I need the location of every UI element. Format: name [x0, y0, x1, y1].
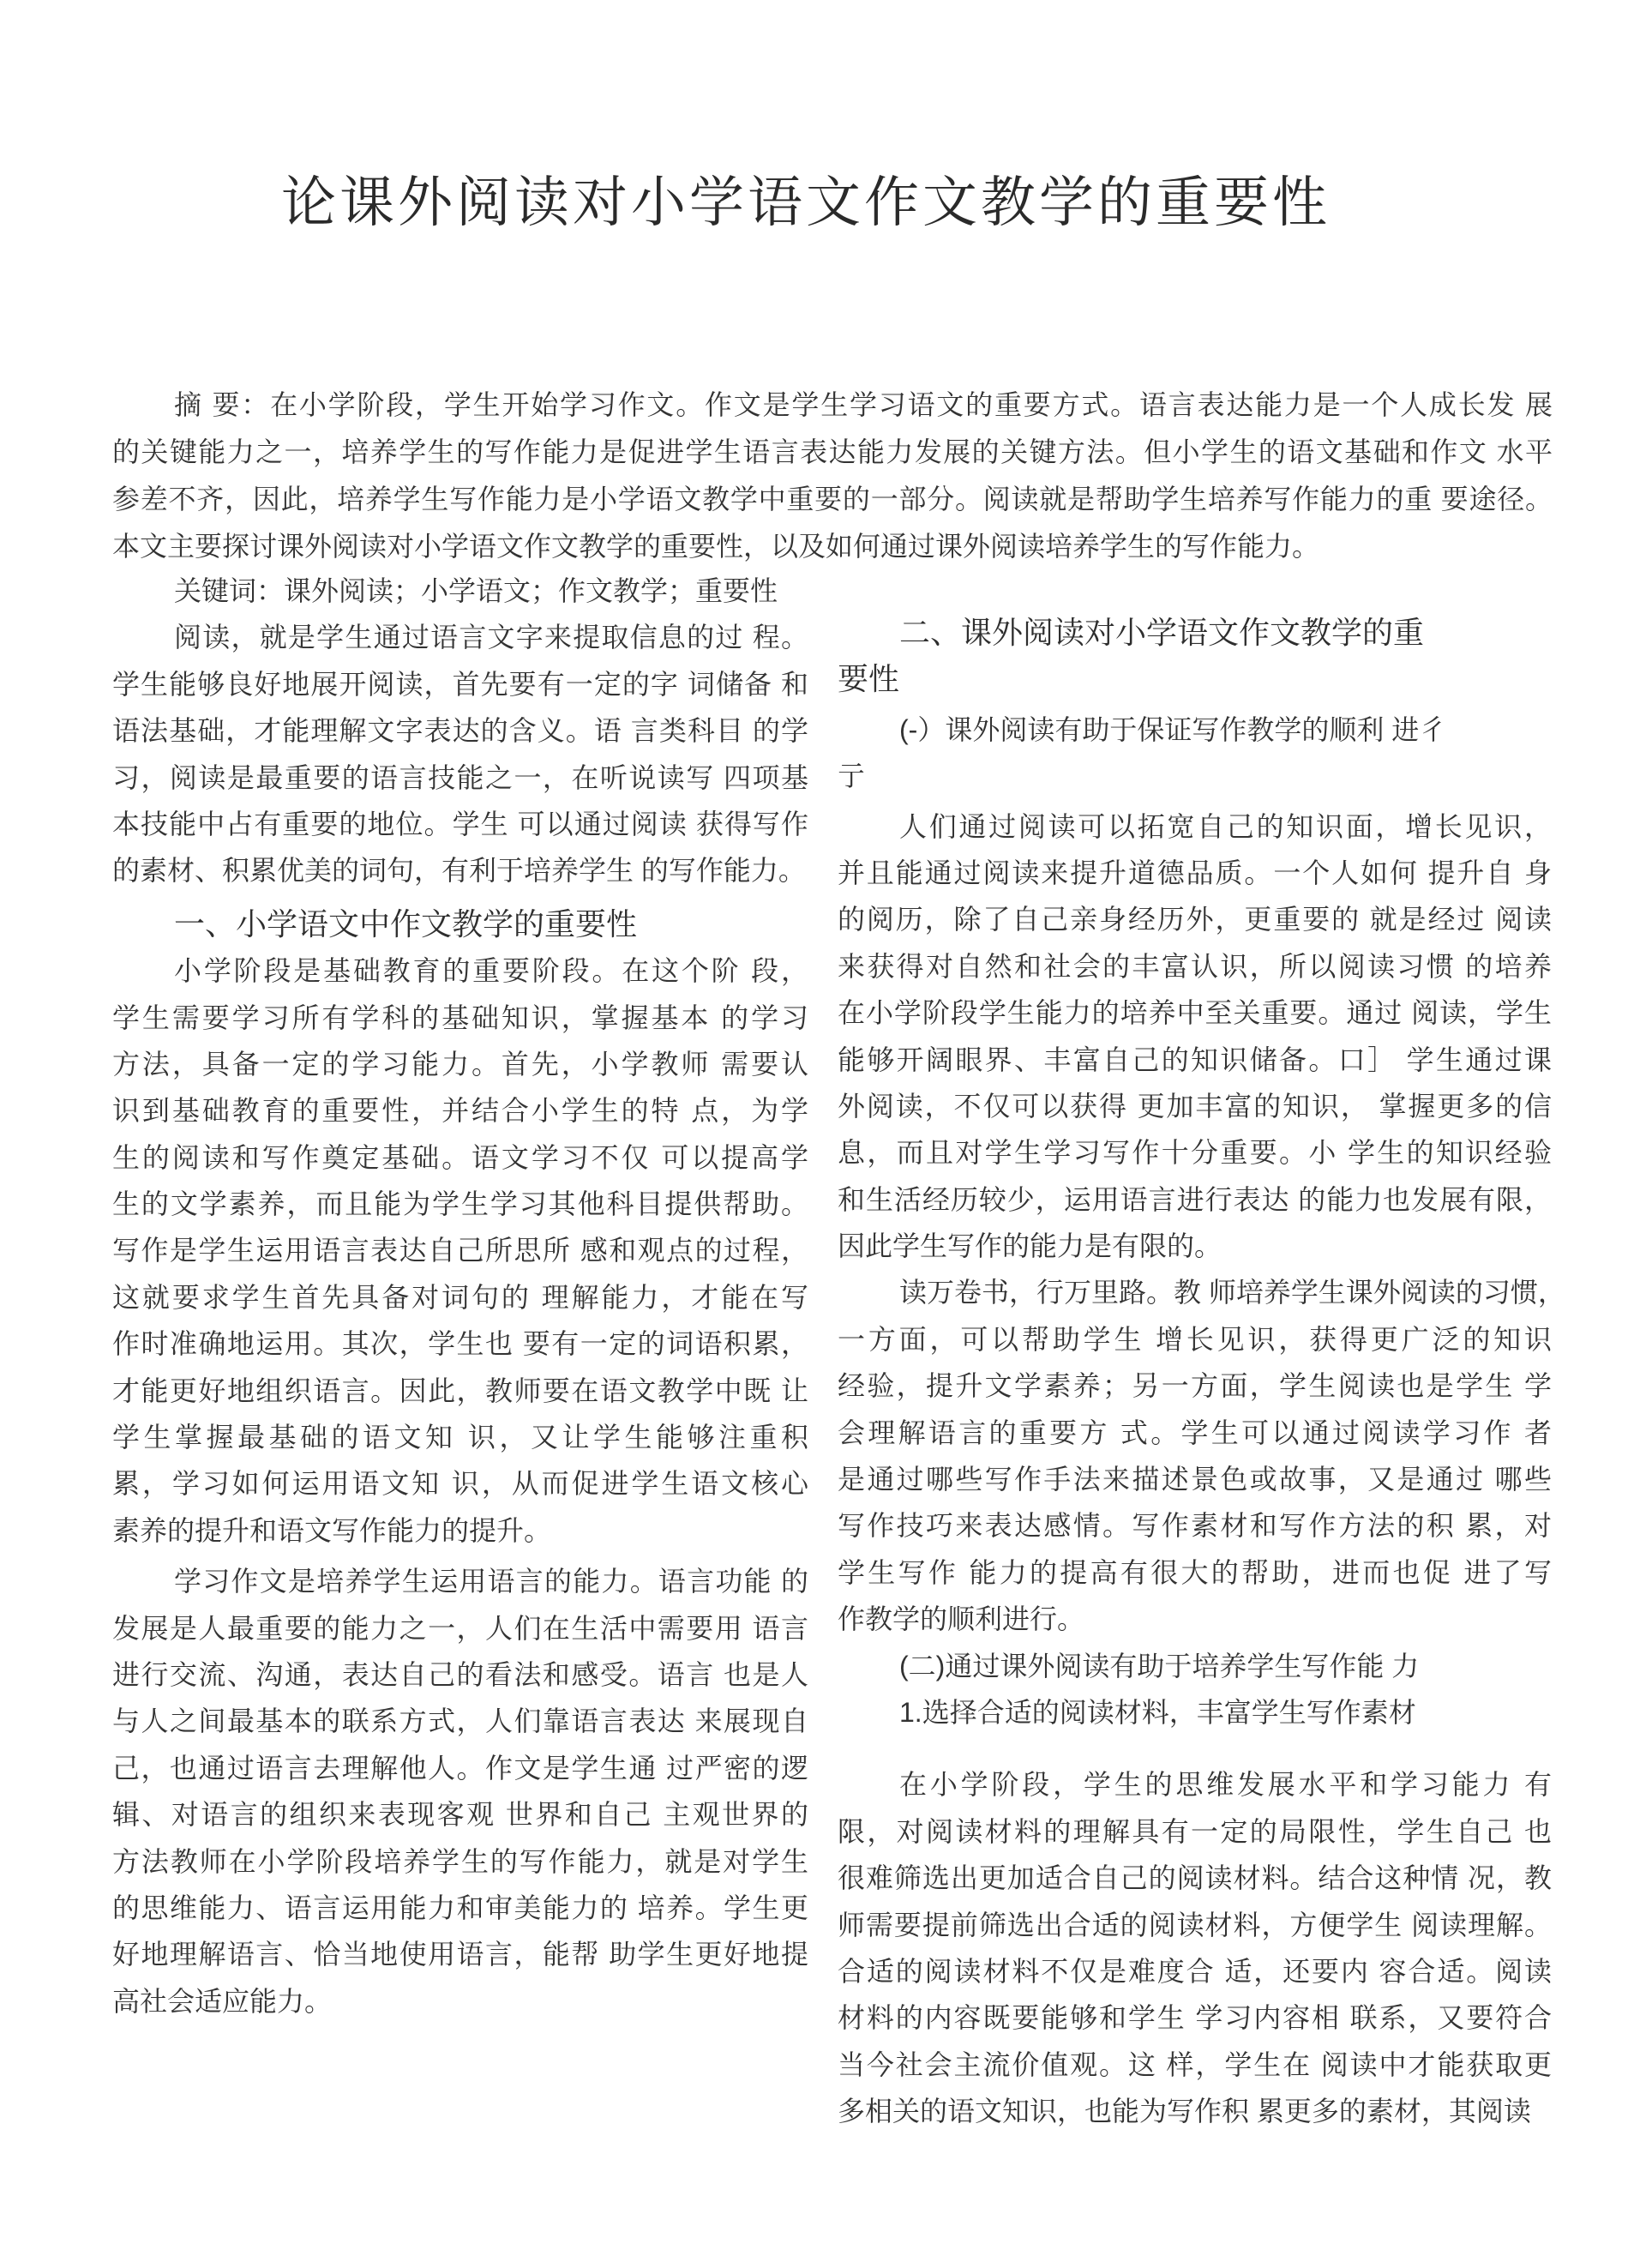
intro-paragraph — [112, 614, 808, 893]
text-line: 并且能通过阅读来提升道德品质。一个人如何 提升自 身 — [838, 857, 1552, 888]
abstract-line: 本文主要探讨课外阅读对小学语文作文教学的重要性，以及如何通过课外阅读培养学生的写作能力。 — [112, 531, 1320, 562]
text-line: 生的文学素养，而且能为学生学习其他科目提供帮助。 — [112, 1188, 808, 1220]
text-line: 多相关的语文知识，也能为写作积 累更多的素材，其阅读 — [838, 2096, 1531, 2127]
section-2-paragraph-2 — [838, 1269, 1565, 1642]
text-line: 学生掌握最基础的语文知 识，又让学生能够注重积 — [112, 1422, 808, 1453]
subheading-line: 亍 — [838, 761, 866, 792]
abstract-line: 的关键能力之一，培养学生的写作能力是促进学生语言表达能力发展的关键方法。但小学生的语文基础和作文 水平 — [112, 436, 1553, 467]
text-line: 会理解语言的重要方 式。学生可以通过阅读学习作 者 — [838, 1417, 1552, 1448]
text-line: 读万卷书，行万里路。教 师培养学生课外阅读的习惯， — [899, 1277, 1565, 1308]
subsection-heading-2-1 — [838, 707, 1552, 800]
text-line: 素养的提升和语文写作能力的提升。 — [112, 1514, 552, 1546]
text-line: 己，也通过语言去理解他人。作文是学生通 过严密的逻 — [112, 1752, 808, 1784]
left-column — [112, 568, 808, 2024]
text-line: 限，对阅读材料的理解具有一定的局限性，学生自己 也 — [838, 1815, 1552, 1847]
text-line: 与人之间最基本的联系方式，人们靠语言表达 来展现自 — [112, 1706, 808, 1737]
subheading-line: (二)通过课外阅读有助于培养学生写作能 力 — [899, 1650, 1420, 1681]
document-title: 论课外阅读对小学语文作文教学的重要性 — [281, 172, 1331, 233]
text-line: 辑、对语言的组织来表现客观 世界和自己 主观世界的 — [112, 1799, 808, 1831]
text-line: 方法教师在小学阶段培养学生的写作能力，就是对学生 — [112, 1845, 808, 1877]
text-line: 累，学习如何运用语文知 识，从而促进学生语文核心 — [112, 1468, 808, 1500]
text-line: 作教学的顺利进行。 — [838, 1603, 1085, 1635]
text-line: 和生活经历较少，运用语言进行表达 的能力也发展有限， — [838, 1183, 1552, 1215]
section-2-paragraph-3 — [838, 1761, 1552, 2134]
subsection-heading-2-2 — [838, 1643, 1552, 1689]
keywords — [112, 568, 808, 614]
heading-line: 要性 — [838, 661, 900, 697]
text-line: 学生写作 能力的提高有很大的帮助，进而也促 进了写 — [838, 1556, 1552, 1588]
text-line: 识到基础教育的重要性，并结合小学生的特 点，为学 — [112, 1095, 808, 1127]
text-line: 语法基础，才能理解文字表达的含义。语 言类科目 的学 — [112, 715, 808, 747]
text-line: 这就要求学生首先具备对词句的 理解能力，才能在写 — [112, 1281, 808, 1313]
text-line: 在小学阶段，学生的思维发展水平和学习能力 有 — [899, 1769, 1552, 1801]
text-line: 小学阶段是基础教育的重要阶段。在这个阶 段， — [174, 955, 808, 987]
text-line: 方法，具备一定的学习能力。首先，小学教师 需要认 — [112, 1048, 808, 1080]
text-line: 作时准确地运用。其次，学生也 要有一定的词语积累， — [112, 1328, 808, 1360]
text-line: 的思维能力、语言运用能力和审美能力的 培养。学生更 — [112, 1892, 808, 1923]
subheading-line: (-）课外阅读有助于保证写作教学的顺利 进彳 — [899, 713, 1447, 745]
text-line: 经验，提升文学素养；另一方面，学生阅读也是学生 学 — [838, 1370, 1552, 1402]
subsection-heading-2-2-1 — [838, 1689, 1552, 1736]
section-1-paragraph-1 — [112, 948, 808, 1554]
text-line: 高社会适应能力。 — [112, 1985, 333, 2017]
keywords-line: 关键词：课外阅读；小学语文；作文教学；重要性 — [174, 575, 778, 606]
heading-line: 二、课外阅读对小学语文作文教学的重 — [899, 615, 1425, 650]
text-line: 好地理解语言、恰当地使用语言，能帮 助学生更好地提 — [112, 1939, 808, 1970]
text-line: 因此学生写作的能力是有限的。 — [838, 1230, 1222, 1262]
text-line: 师需要提前筛选出合适的阅读材料，方便学生 阅读理解。 — [838, 1909, 1552, 1940]
section-2-paragraph-1 — [838, 803, 1552, 1270]
text-line: 是通过哪些写作手法来描述景色或故事，又是通过 哪些 — [838, 1464, 1552, 1495]
text-line: 阅读，就是学生通过语言文字来提取信息的过 程。 — [174, 622, 808, 653]
section-heading-1 — [112, 901, 808, 948]
text-line: 写作是学生运用语言表达自己所思所 感和观点的过程， — [112, 1235, 808, 1266]
abstract-line: 参差不齐，因此，培养学生写作能力是小学语文教学中重要的一部分。阅读就是帮助学生培养写作能力的重 要途径。 — [112, 484, 1553, 514]
text-line: 进行交流、沟通，表达自己的看法和感受。语言 也是人 — [112, 1658, 808, 1690]
text-line: 生的阅读和写作奠定基础。语文学习不仅 可以提高学 — [112, 1141, 808, 1173]
text-line: 才能更好地组织语言。因此，教师要在语文教学中既 让 — [112, 1375, 808, 1406]
text-line: 习，阅读是最重要的语言技能之一，在听说读写 四项基 — [112, 761, 808, 793]
section-1-paragraph-2 — [112, 1558, 808, 2024]
text-line: 人们通过阅读可以拓宽自己的知识面，增长见识， — [899, 810, 1552, 842]
subheading-line: 1.选择合适的阅读材料，丰富学生写作素材 — [899, 1696, 1416, 1728]
abstract — [112, 382, 1553, 570]
text-line: 材料的内容既要能够和学生 学习内容相 联系，又要符合 — [838, 2002, 1552, 2034]
text-line: 一方面，可以帮助学生 增长见识，获得更广泛的知识 — [838, 1323, 1552, 1355]
text-line: 本技能中占有重要的地位。学生 可以通过阅读 获得写作 — [112, 808, 808, 839]
section-heading-2 — [838, 610, 1552, 703]
text-line: 学生能够良好地展开阅读，首先要有一定的字 词储备 和 — [112, 668, 808, 700]
text-line: 很难筛选出更加适合自己的阅读材料。结合这种情 况，教 — [838, 1862, 1552, 1894]
text-line: 的阅历，除了自己亲身经历外，更重要的 就是经过 阅读 — [838, 904, 1552, 935]
text-line: 发展是人最重要的能力之一，人们在生活中需要用 语言 — [112, 1612, 808, 1644]
text-line: 当今社会主流价值观。这 样，学生在 阅读中才能获取更 — [838, 2048, 1552, 2080]
text-line: 来获得对自然和社会的丰富认识，所以阅读习惯 的培养 — [838, 950, 1552, 982]
text-line: 学生需要学习所有学科的基础知识，掌握基本 的学习 — [112, 1002, 808, 1033]
right-column — [838, 610, 1565, 2135]
text-line: 写作技巧来表达感情。写作素材和写作方法的积 累，对 — [838, 1510, 1552, 1542]
text-line: 在小学阶段学生能力的培养中至关重要。通过 阅读，学生 — [838, 997, 1552, 1029]
text-line: 的素材、积累优美的词句，有利于培养学生 的写作能力。 — [112, 855, 806, 887]
text-line: 能够开阔眼界、丰富自己的知识储备。口］ 学生通过课 — [838, 1044, 1552, 1075]
abstract-line: 摘 要：在小学阶段，学生开始学习作文。作文是学生学习语文的重要方式。语言表达能力是一个人成长发 展 — [174, 389, 1553, 420]
text-line: 外阅读，不仅可以获得 更加丰富的知识， 掌握更多的信 — [838, 1090, 1552, 1122]
text-line: 息，而且对学生学习写作十分重要。小 学生的知识经验 — [838, 1137, 1552, 1169]
heading-line: 一、小学语文中作文教学的重要性 — [174, 905, 638, 941]
text-line: 学习作文是培养学生运用语言的能力。语言功能 的 — [174, 1566, 808, 1597]
text-line: 合适的阅读材料不仅是难度合 适，还要内 容合适。阅读 — [838, 1955, 1552, 1987]
